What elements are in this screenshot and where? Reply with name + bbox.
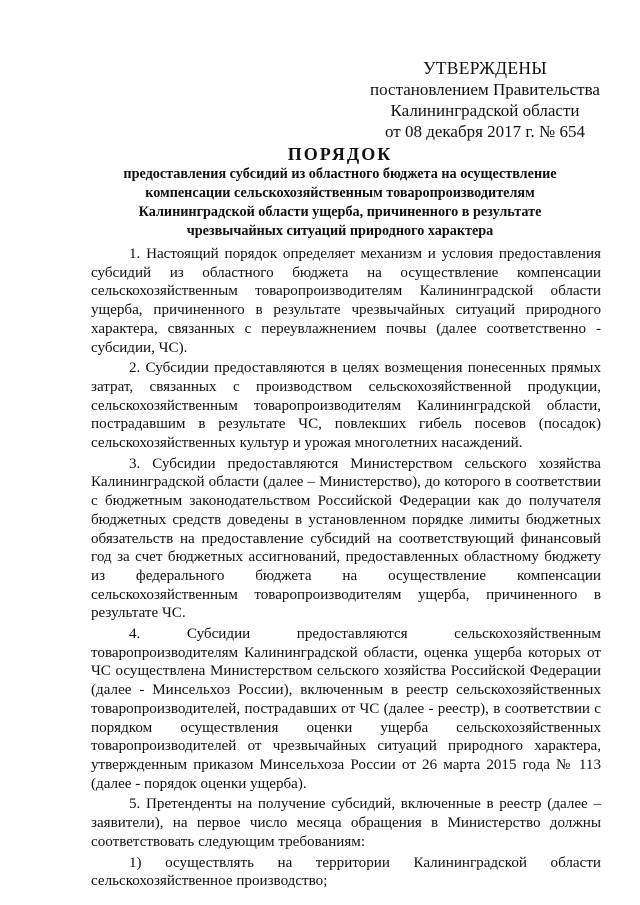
paragraph-4: 4. Субсидии предоставляются сельскохозяйственным товаропроизводителям Калининградской области, оценка ущерба которых от ЧС осуществлена Министерством сельского хозяйства Российской Федерации (далее - Минсельхоз России), включенным в реестр сельскохозяйственных товаропроизводителей, пострадавших от ЧС (далее - реестр), в соответствии с порядком осуществления оценки ущерба сельскохозяйственных товаропроизводителей от чрезвычайных ситуаций природного характера, утвержденным приказом Минсельхоза России от 26 марта 2015 года № 113 (далее - порядок оценки ущерба). [91, 626, 601, 792]
paragraph-2: 2. Субсидии предоставляются в целях возмещения понесенных прямых затрат, связанных с производством сельскохозяйственной продукции, сельскохозяйственным товаропроизводителям Калининградской области, пострадавшим в результате ЧС, повлекших гибель посевов (посадок) сельскохозяйственных культур и урожая многолетних насаждений. [91, 360, 601, 452]
subtitle-line: чрезвычайных ситуаций природного характера [186, 223, 494, 239]
paragraph-5: 5. Претенденты на получение субсидий, включенные в реестр (далее – заявители), на первое число месяца обращения в Министерство должны соответствовать следующим требованиям: [91, 796, 601, 850]
document-body [91, 245, 601, 891]
document-subtitle [90, 165, 590, 241]
approval-line: Калининградской области [390, 101, 580, 120]
approval-date: от 08 декабря 2017 г. № 654 [385, 122, 585, 141]
paragraph-5-item-1: 1) осуществлять на территории Калининградской области сельскохозяйственное производство; [91, 854, 601, 890]
subtitle-line: компенсации сельскохозяйственным товаропроизводителям [145, 185, 535, 201]
subtitle-line: предоставления субсидий из областного бюджета на осуществление [123, 166, 557, 182]
paragraph-3: 3. Субсидии предоставляются Министерством сельского хозяйства Калининградской области (далее – Министерство), до которого в соответствии с бюджетным законодательством Российской Федерации как до получателя бюджетных средств доведены в установленном порядке лимиты бюджетных обязательств на предоставление субсидий на соответствующий финансовый год за счет бюджетных ассигнований, предоставленных областному бюджету из федерального бюджета на осуществление компенсации сельскохозяйственным товаропроизводителям ущерба, причиненного в результате ЧС. [91, 455, 601, 622]
approval-line: постановлением Правительства [370, 80, 600, 99]
subtitle-line: Калининградской области ущерба, причиненного в результате [138, 204, 542, 220]
approval-stamp: УТВЕРЖДЕНЫ [423, 58, 547, 78]
approval-block [360, 58, 610, 142]
document-title: ПОРЯДОК [287, 144, 393, 164]
paragraph-1: 1. Настоящий порядок определяет механизм и условия предоставления субсидий из областного бюджета на осуществление компенсации сельскохозяйственным товаропроизводителям Калининградской области ущерба, причиненного в результате чрезвычайных ситуаций природного характера, связанных с переувлажнением почвы (далее соответственно - субсидии, ЧС). [91, 246, 601, 356]
